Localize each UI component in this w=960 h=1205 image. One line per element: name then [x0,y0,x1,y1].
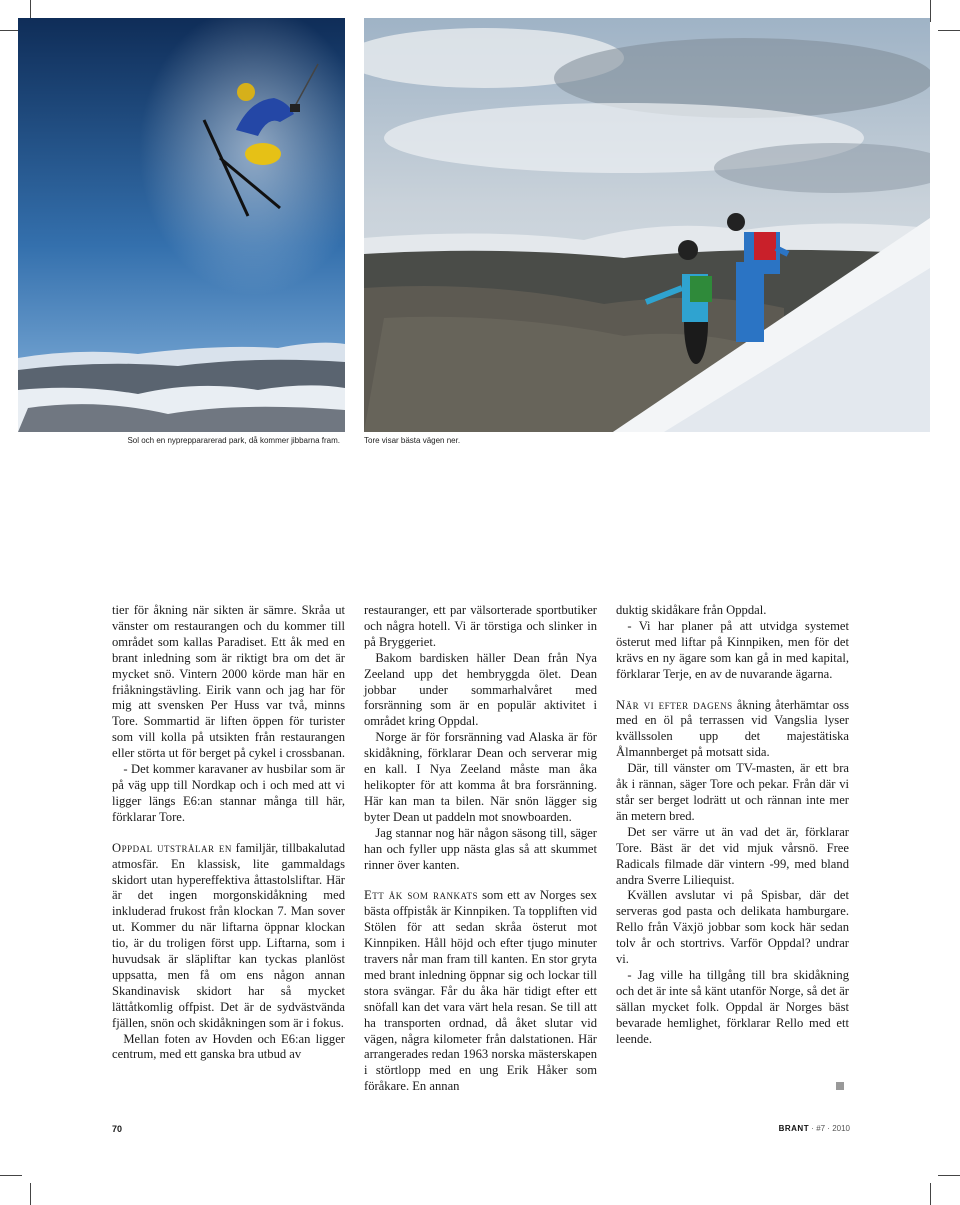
end-of-article-square-icon [836,1082,844,1090]
paragraph: Jag stannar nog här någon säsong till, säger han och fyller upp nästa glas så att skummet rinner över kanten. [364,825,597,872]
paragraph: - Vi har planer på att utvidga systemet österut med liftar på Kinnpiken, men för det krävs en ny ägare som kan gå in med kapital, förklarar Terje, en av de nuvarande ägarna. [616,618,849,681]
skier-jump-image [18,18,345,432]
lead-in: När vi efter dagens [616,697,733,712]
paragraph: Kvällen avslutar vi på Spisbar, där det serveras god pasta och delikata hamburgare. Rello från Växjö jobbar som kock här sedan tolv år och stortrivs. Varför Oppdal? undrar vi. [616,888,849,967]
paragraph: - Det kommer karavaner av husbilar som är på väg upp till Nordkap och i och med att vi ligger längs E6:an stannar många till här, förklarar Tore. [112,762,345,824]
footer-magazine-info [779,1124,850,1133]
crop-mark [938,1175,960,1176]
crop-mark [938,30,960,31]
paragraph: Där, till vänster om TV-masten, är ett bra åk i rännan, säger Tore och pekar. Från där vi står ser berget lodrätt ut och rännan inte mer än metern bred. [616,761,849,823]
paragraph: restauranger, ett par välsorterade sportbutiker och några hotell. Vi är törstiga och slinker in på Bryggeriet. [364,603,597,649]
photo-skier-jump [18,18,345,432]
crop-mark [930,0,931,22]
photo-caption-right: Tore visar bästa vägen ner. [364,436,461,445]
paragraph [364,888,597,1095]
paragraph: Bakom bardisken häller Dean från Nya Zeeland upp det hembryggda ölet. Dean jobbar under sommarhalvåret med forsränning som är en populär aktivitet i området kring Oppdal. [364,650,597,729]
paragraph-text: som ett av Norges sex bästa offpiståk är Kinnpiken. Ta toppliften vid Stölen för att sedan skråa österut mot Kinnpiken. Håll höjd och efter tjugo minuter travers når man fram till kanten. En stor gryta med brant inledning öppnar sig och lockar till stora svängar. Får du åka här tidigt efter ett snöfall kan det vara värt hela resan. Se till att ha transporten ordnad, då åket slutar vid vägen, några kilometer från dalstationen. Här arrangerades redan 1963 norska mästerskapen i störtlopp med en ung Erik Håker som föråkare. En annan [364,888,597,1094]
paragraph: duktig skidåkare från Oppdal. [616,603,767,617]
page-number: 70 [112,1124,123,1134]
magazine-name: BRANT [778,1124,810,1133]
photo-skiers-slope [364,18,930,432]
photo-caption-left: Sol och en nypreppararerad park, då kommer jibbarna fram. [127,436,340,445]
skiers-slope-image [364,18,930,432]
lead-in: Ett åk som rankats [364,888,479,903]
paragraph [616,698,849,762]
article-column-3 [616,603,849,1047]
paragraph [112,841,345,1032]
crop-mark [30,1183,31,1205]
crop-mark [0,1175,22,1176]
paragraph: Mellan foten av Hovden och E6:an ligger centrum, med ett ganska bra utbud av [112,1031,345,1062]
paragraph: tier för åkning när sikten är sämre. Skråa ut vänster om restaurangen och du kommer till området som kallas Paradiset. Ett åk med en brant inledning som är riktigt bra om det är mycket snö. Vintern 2000 körde man här en friåkningstävling. Eirik vann och jag har för mig att svensken Per Huss var två, minns Tore. Sommartid är liften öppen för turister som vill kolla på utsikten från restaurangen eller störta ut för berget på cykel i crossbanan. [112,603,346,761]
lead-in: Oppdal utstrålar en [112,840,232,855]
paragraph: - Jag ville ha tillgång till bra skidåkning och det är inte så känt utanför Norge, så det är sällan mycket folk. Oppdal är Norges bäst bevarade hemlighet, förklarar Rello med ett leende. [616,967,849,1046]
crop-mark [930,1183,931,1205]
article-column-1 [112,603,345,1063]
paragraph: Det ser värre ut än vad det är, förklarar Tore. Bäst är det vid mjuk vårsnö. Free Radicals filmade där vintern -99, med bland andra Sverre Liliequist. [616,824,849,887]
paragraph: Norge är för forsränning vad Alaska är för skidåkning, förklarar Dean och serverar mig en kall. I Nya Zeeland måste man åka helikopter för att komma åt bra forsränning. Här kan man ta bilen. När snön lägger sig byter Dean ut paddeln mot snowboarden. [364,730,597,824]
article-column-2 [364,603,597,1095]
issue-info: · #7 · 2010 [809,1124,850,1133]
paragraph-text: åkning återhämtar oss med en öl på terrassen vid Vangslia lyser kvällssolen upp det majestätiska Ålmannberget på motsatt sida. [616,697,849,760]
paragraph-text: familjär, tillbakalutad atmosfär. En klassisk, lite gammaldags skidort utan hypereffektiva åttastolsliftar. Här är det ingen morgonskidåkning med inkluderad frukost från klockan 7. Man sover ut. Kommer du när liftarna öppnar klockan tio, är du troligen först upp. Liftarna, som i huvudsak är släpliftar kan tyckas planlöst uppsatta, men få om ens någon annan Skandinavisk skidort har så mycket lättåtkomlig offpist. Det är de sydvästvända fjällen, snön och skidåkningen som är i fokus. [112,840,345,1030]
